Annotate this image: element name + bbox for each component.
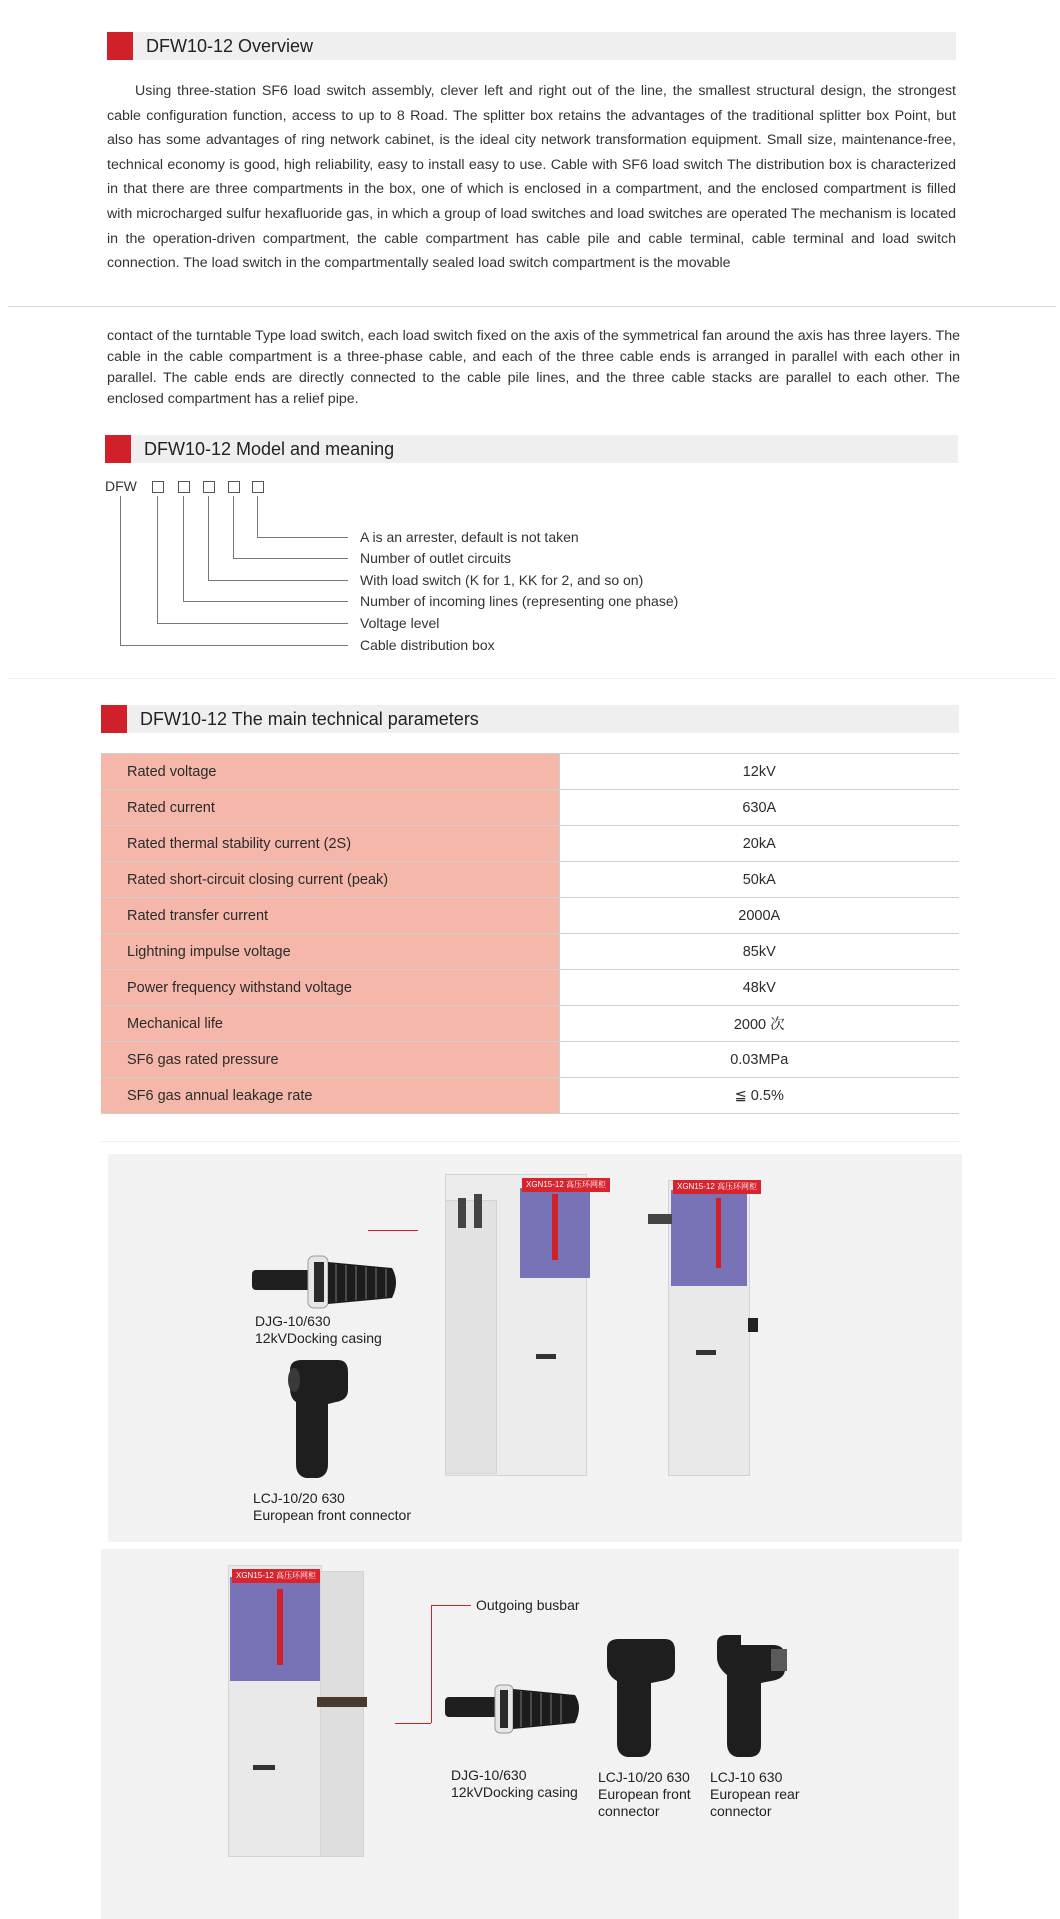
cabinet-bushing: [474, 1194, 482, 1228]
cabinet-handle: [748, 1318, 758, 1332]
table-row: [101, 754, 959, 790]
table-row: [101, 898, 959, 934]
model-item-cable-box: Cable distribution box: [360, 637, 495, 653]
page-divider: [8, 306, 1056, 307]
section-marker-icon: [105, 435, 131, 463]
params-title: DFW10-12 The main technical parameters: [140, 709, 479, 729]
callout-line: [395, 1723, 431, 1724]
param-name: Rated short-circuit closing current (peak): [101, 862, 559, 898]
param-name: Power frequency withstand voltage: [101, 970, 559, 1006]
caption-outgoing-busbar: Outgoing busbar: [476, 1597, 580, 1613]
param-name: Rated voltage: [101, 754, 559, 790]
overview-paragraph-2: contact of the turntable Type load switch, each load switch fixed on the axis of the symmetrical fan around the axis has three layers. The cable in the cable compartment is a three-phase cable, and each of the three cable ends is arranged in parallel with each other in parallel. The cable ends are directly connected to the cable pile lines, and the three cable stacks are parallel to each other. The enclosed compartment has a relief pipe.: [107, 328, 960, 407]
callout-line: [431, 1605, 432, 1723]
section-marker-icon: [101, 705, 127, 733]
cabinet-handle: [536, 1354, 556, 1359]
cabinet-bushing: [648, 1214, 672, 1224]
overview-title: DFW10-12 Overview: [146, 36, 314, 56]
caption-line: 12kVDocking casing: [255, 1330, 382, 1346]
cabinet-bushing: [317, 1697, 367, 1707]
caption-rear-connector: [710, 1769, 800, 1820]
cabinet-logo: XGN15-12 高压环网柜: [522, 1178, 610, 1192]
param-value: 50kA: [559, 862, 959, 898]
cabinet-indicator: [552, 1194, 558, 1260]
leader-line: [257, 537, 348, 538]
param-name: Lightning impulse voltage: [101, 934, 559, 970]
callout-line: [368, 1230, 418, 1231]
table-row: [101, 826, 959, 862]
caption-line: DJG-10/630: [255, 1313, 331, 1329]
overview-section-header: [107, 32, 956, 60]
param-name: Rated transfer current: [101, 898, 559, 934]
param-name: Rated current: [101, 790, 559, 826]
leader-line: [233, 496, 234, 558]
leader-line: [120, 496, 121, 645]
model-item-voltage: Voltage level: [360, 615, 440, 631]
caption-line: connector: [598, 1803, 660, 1819]
model-prefix: DFW: [105, 478, 137, 494]
param-value: 2000 次: [559, 1006, 959, 1042]
leader-line: [120, 645, 348, 646]
front-connector-image: [280, 1360, 350, 1480]
leader-line: [157, 496, 158, 623]
param-value: 85kV: [559, 934, 959, 970]
cabinet-control-panel: [230, 1577, 320, 1681]
param-value: 12kV: [559, 754, 959, 790]
leader-line: [233, 558, 348, 559]
param-value: 48kV: [559, 970, 959, 1006]
model-slot-voltage: [152, 481, 164, 493]
leader-line: [208, 580, 348, 581]
param-value: 20kA: [559, 826, 959, 862]
table-row: [101, 1042, 959, 1078]
table-row: [101, 862, 959, 898]
leader-line: [183, 496, 184, 601]
leader-line: [183, 601, 348, 602]
cabinet-handle: [253, 1765, 275, 1770]
param-value: 2000A: [559, 898, 959, 934]
leader-line: [257, 496, 258, 537]
docking-casing-image: [252, 1250, 402, 1316]
caption-line: European front connector: [253, 1507, 411, 1523]
params-table: [101, 753, 959, 1114]
section-marker-icon: [107, 32, 133, 60]
section-divider: [8, 678, 1056, 679]
table-row: [101, 790, 959, 826]
caption-line: LCJ-10/20 630: [253, 1490, 345, 1506]
cabinet-handle: [696, 1350, 716, 1355]
param-name: Mechanical life: [101, 1006, 559, 1042]
param-value: 0.03MPa: [559, 1042, 959, 1078]
cabinet-control-panel: [671, 1190, 747, 1286]
cabinet-indicator: [277, 1589, 283, 1665]
param-name: SF6 gas annual leakage rate: [101, 1078, 559, 1114]
params-section-header: [101, 705, 959, 733]
model-slot-incoming: [178, 481, 190, 493]
model-slot-load-switch: [203, 481, 215, 493]
caption-line: LCJ-10 630: [710, 1769, 783, 1785]
model-title: DFW10-12 Model and meaning: [144, 439, 395, 459]
model-item-arrester: A is an arrester, default is not taken: [360, 529, 579, 545]
cabinet-indicator: [716, 1198, 721, 1268]
section-divider: [101, 1141, 959, 1142]
cabinet-side-panel: [445, 1200, 497, 1474]
table-row: [101, 934, 959, 970]
param-name: SF6 gas rated pressure: [101, 1042, 559, 1078]
table-row: [101, 970, 959, 1006]
caption-line: European front: [598, 1786, 691, 1802]
caption-docking-casing: [451, 1767, 578, 1801]
caption-docking-casing: [255, 1313, 382, 1347]
product-panel-1: [108, 1154, 962, 1542]
product-panel-2: [101, 1549, 959, 1919]
param-name: Rated thermal stability current (2S): [101, 826, 559, 862]
callout-line: [431, 1605, 471, 1606]
caption-line: LCJ-10/20 630: [598, 1769, 690, 1785]
param-value: ≦ 0.5%: [559, 1078, 959, 1114]
table-row: [101, 1078, 959, 1114]
model-section-header: [105, 435, 958, 463]
caption-front-connector: [598, 1769, 691, 1820]
model-item-load-switch: With load switch (K for 1, KK for 2, and so on): [360, 572, 644, 588]
cabinet-bushing: [458, 1198, 466, 1228]
overview-paragraph-1: Using three-station SF6 load switch assembly, clever left and right out of the line, the smallest structural design, the strongest cable configuration function, access to up to 8 Road. The splitter box retains the advantages of the traditional splitter box Point, but also has some advantages of ring network cabinet, is the ideal city network transformation equipment. Small size, maintenance-free, technical economy is good, high reliability, easy to install easy to use. Cable with SF6 load switch The distribution box is characterized in that there are three compartments in the box, one of which is enclosed in a compartment, and the enclosed compartment is filled with microcharged sulfur hexafluoride gas, in which a group of load switches and load switches are operated The mechanism is located in the operation-driven compartment, the cable compartment has cable pile and cable terminal, cable terminal and load switch connection. The load switch in the compartmentally sealed load switch compartment is the movable: [107, 83, 956, 272]
model-item-incoming: Number of incoming lines (representing one phase): [360, 593, 679, 609]
cabinet-logo: XGN15-12 高压环网柜: [673, 1180, 761, 1194]
leader-line: [208, 496, 209, 580]
cabinet-logo: XGN15-12 高压环网柜: [232, 1569, 320, 1583]
front-connector-image: [599, 1639, 679, 1759]
caption-line: European rear: [710, 1786, 800, 1802]
table-row: [101, 1006, 959, 1042]
model-slot-arrester: [252, 481, 264, 493]
caption-line: connector: [710, 1803, 772, 1819]
param-value: 630A: [559, 790, 959, 826]
leader-line: [157, 623, 348, 624]
model-slot-outlet: [228, 481, 240, 493]
cabinet-side-panel: [320, 1571, 364, 1857]
rear-connector-image: [711, 1635, 791, 1759]
caption-line: 12kVDocking casing: [451, 1784, 578, 1800]
caption-line: DJG-10/630: [451, 1767, 527, 1783]
model-item-outlet: Number of outlet circuits: [360, 550, 511, 566]
docking-casing-image: [445, 1679, 585, 1739]
caption-front-connector: [253, 1490, 411, 1524]
